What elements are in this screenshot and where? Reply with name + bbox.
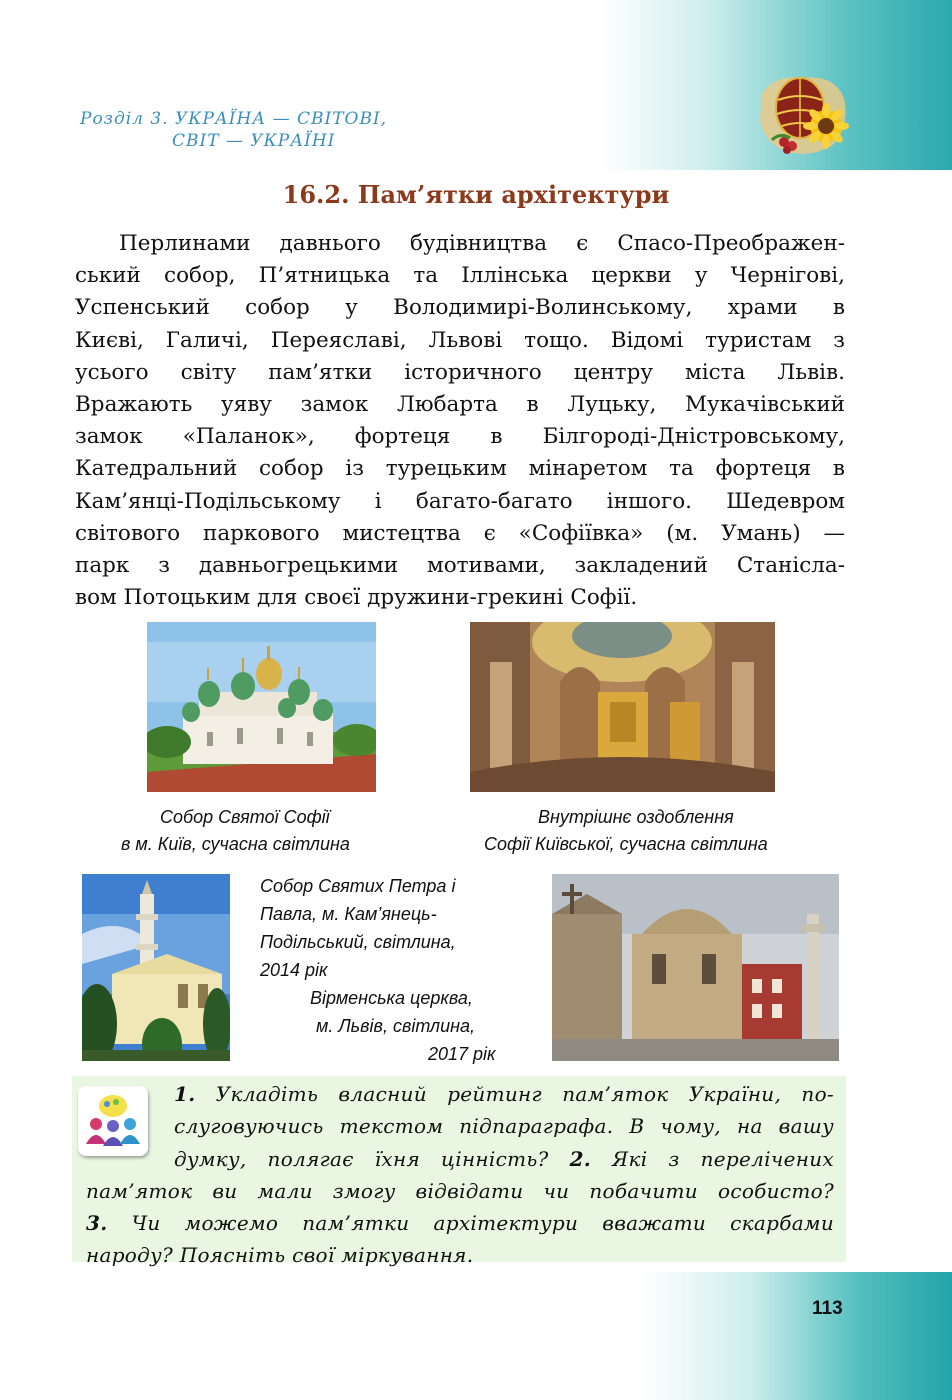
task-3-text-a: Чи можемо пам’ятки архітектури вважати скарбами xyxy=(131,1211,834,1236)
easter-egg-sunflower-emblem xyxy=(754,64,850,160)
caption-armenian-line3: 2017 рік xyxy=(428,1044,496,1064)
footer-gradient-band xyxy=(640,1272,952,1400)
paragraph-line: Кам’янці-Подільському і багато-багато іншого. Шедевром xyxy=(75,488,845,514)
task-line-5 xyxy=(86,1207,834,1239)
paragraph-line: ський собор, П’ятницька та Іллінська церкви у Чернігові, xyxy=(75,263,845,289)
paragraph-line: парк з давньогрецькими мотивами, закладений Станісла- xyxy=(75,553,845,579)
task-line-4: пам’яток ви мали змогу відвідати чи побачити особисто? xyxy=(86,1178,834,1203)
caption-peter-line2: Павла, м. Кам’янець- xyxy=(260,904,437,924)
task-1-text-a: Укладіть власний рейтинг пам’яток України, по- xyxy=(215,1082,834,1106)
task-text xyxy=(86,1078,834,1272)
task-2-text-a: Які з перелічених xyxy=(612,1146,834,1171)
caption-armenian-line2: м. Львів, світлина, xyxy=(316,1016,476,1036)
st-sophia-interior-photo xyxy=(470,622,775,792)
armenian-church-photo xyxy=(552,874,839,1061)
peter-paul-cathedral-photo xyxy=(82,874,230,1061)
caption-armenian-line1: Вірменська церква, xyxy=(310,988,473,1008)
caption-interior-line1: Внутрішнє оздоблення xyxy=(538,807,734,827)
task-number-2: 2. xyxy=(569,1146,592,1171)
task-1-text-c: думку, полягає їхня цінність? xyxy=(174,1146,549,1171)
task-line-6: народу? Поясніть свої міркування. xyxy=(86,1243,474,1268)
task-line-3 xyxy=(86,1143,834,1175)
caption-peter-line4: 2014 рік xyxy=(260,960,328,980)
task-number-1: 1. xyxy=(174,1082,196,1106)
caption-peter-line3: Подільський, світлина, xyxy=(260,932,456,952)
caption-sofia-line1: Собор Святої Софії xyxy=(160,807,330,827)
paragraph-line: усього світу пам’ятки історичного центру міста Львів. xyxy=(75,359,845,385)
caption-sofia-line2: в м. Київ, сучасна світлина xyxy=(121,834,350,854)
task-number-3: 3. xyxy=(86,1211,108,1236)
section-label xyxy=(80,108,387,152)
paragraph-line: замок «Паланок», фортеця в Білгороді-Дністровському, xyxy=(75,424,845,450)
body-paragraph xyxy=(75,228,845,614)
section-label-line1: Розділ 3. УКРАЇНА — СВІТОВІ, xyxy=(80,109,388,129)
subsection-heading: 16.2. Пам’ятки архітектури xyxy=(282,180,670,209)
paragraph-line: Успенський собор у Володимирі-Волинському, храми в xyxy=(75,295,845,321)
caption-interior-line2: Софії Київської, сучасна світлина xyxy=(484,834,768,854)
section-label-line2: СВІТ — УКРАЇНІ xyxy=(172,131,336,151)
task-line-2: слуговуючись текстом підпараграфа. В чому, на вашу xyxy=(174,1114,834,1139)
st-sophia-cathedral-photo xyxy=(147,622,376,792)
task-line-1 xyxy=(86,1078,834,1110)
page-number: 113 xyxy=(812,1298,843,1319)
paragraph-line: Перлинами давнього будівництва є Спасо-Преображен- xyxy=(119,231,845,256)
paragraph-line: вом Потоцьким для своєї дружини-грекині Софії. xyxy=(75,585,638,611)
paragraph-line: Вражають уяву замок Любарта в Луцьку, Мукачівський xyxy=(75,392,845,418)
paragraph-line: Києві, Галичі, Переяславі, Львові тощо. Відомі туристам з xyxy=(75,327,845,353)
caption-peter-line1: Собор Святих Петра і xyxy=(260,876,456,896)
paragraph-line: Катедральний собор із турецьким мінаретом та фортеця в xyxy=(75,456,845,482)
paragraph-line: світового паркового мистецтва є «Софіївка» (м. Умань) — xyxy=(75,520,845,546)
